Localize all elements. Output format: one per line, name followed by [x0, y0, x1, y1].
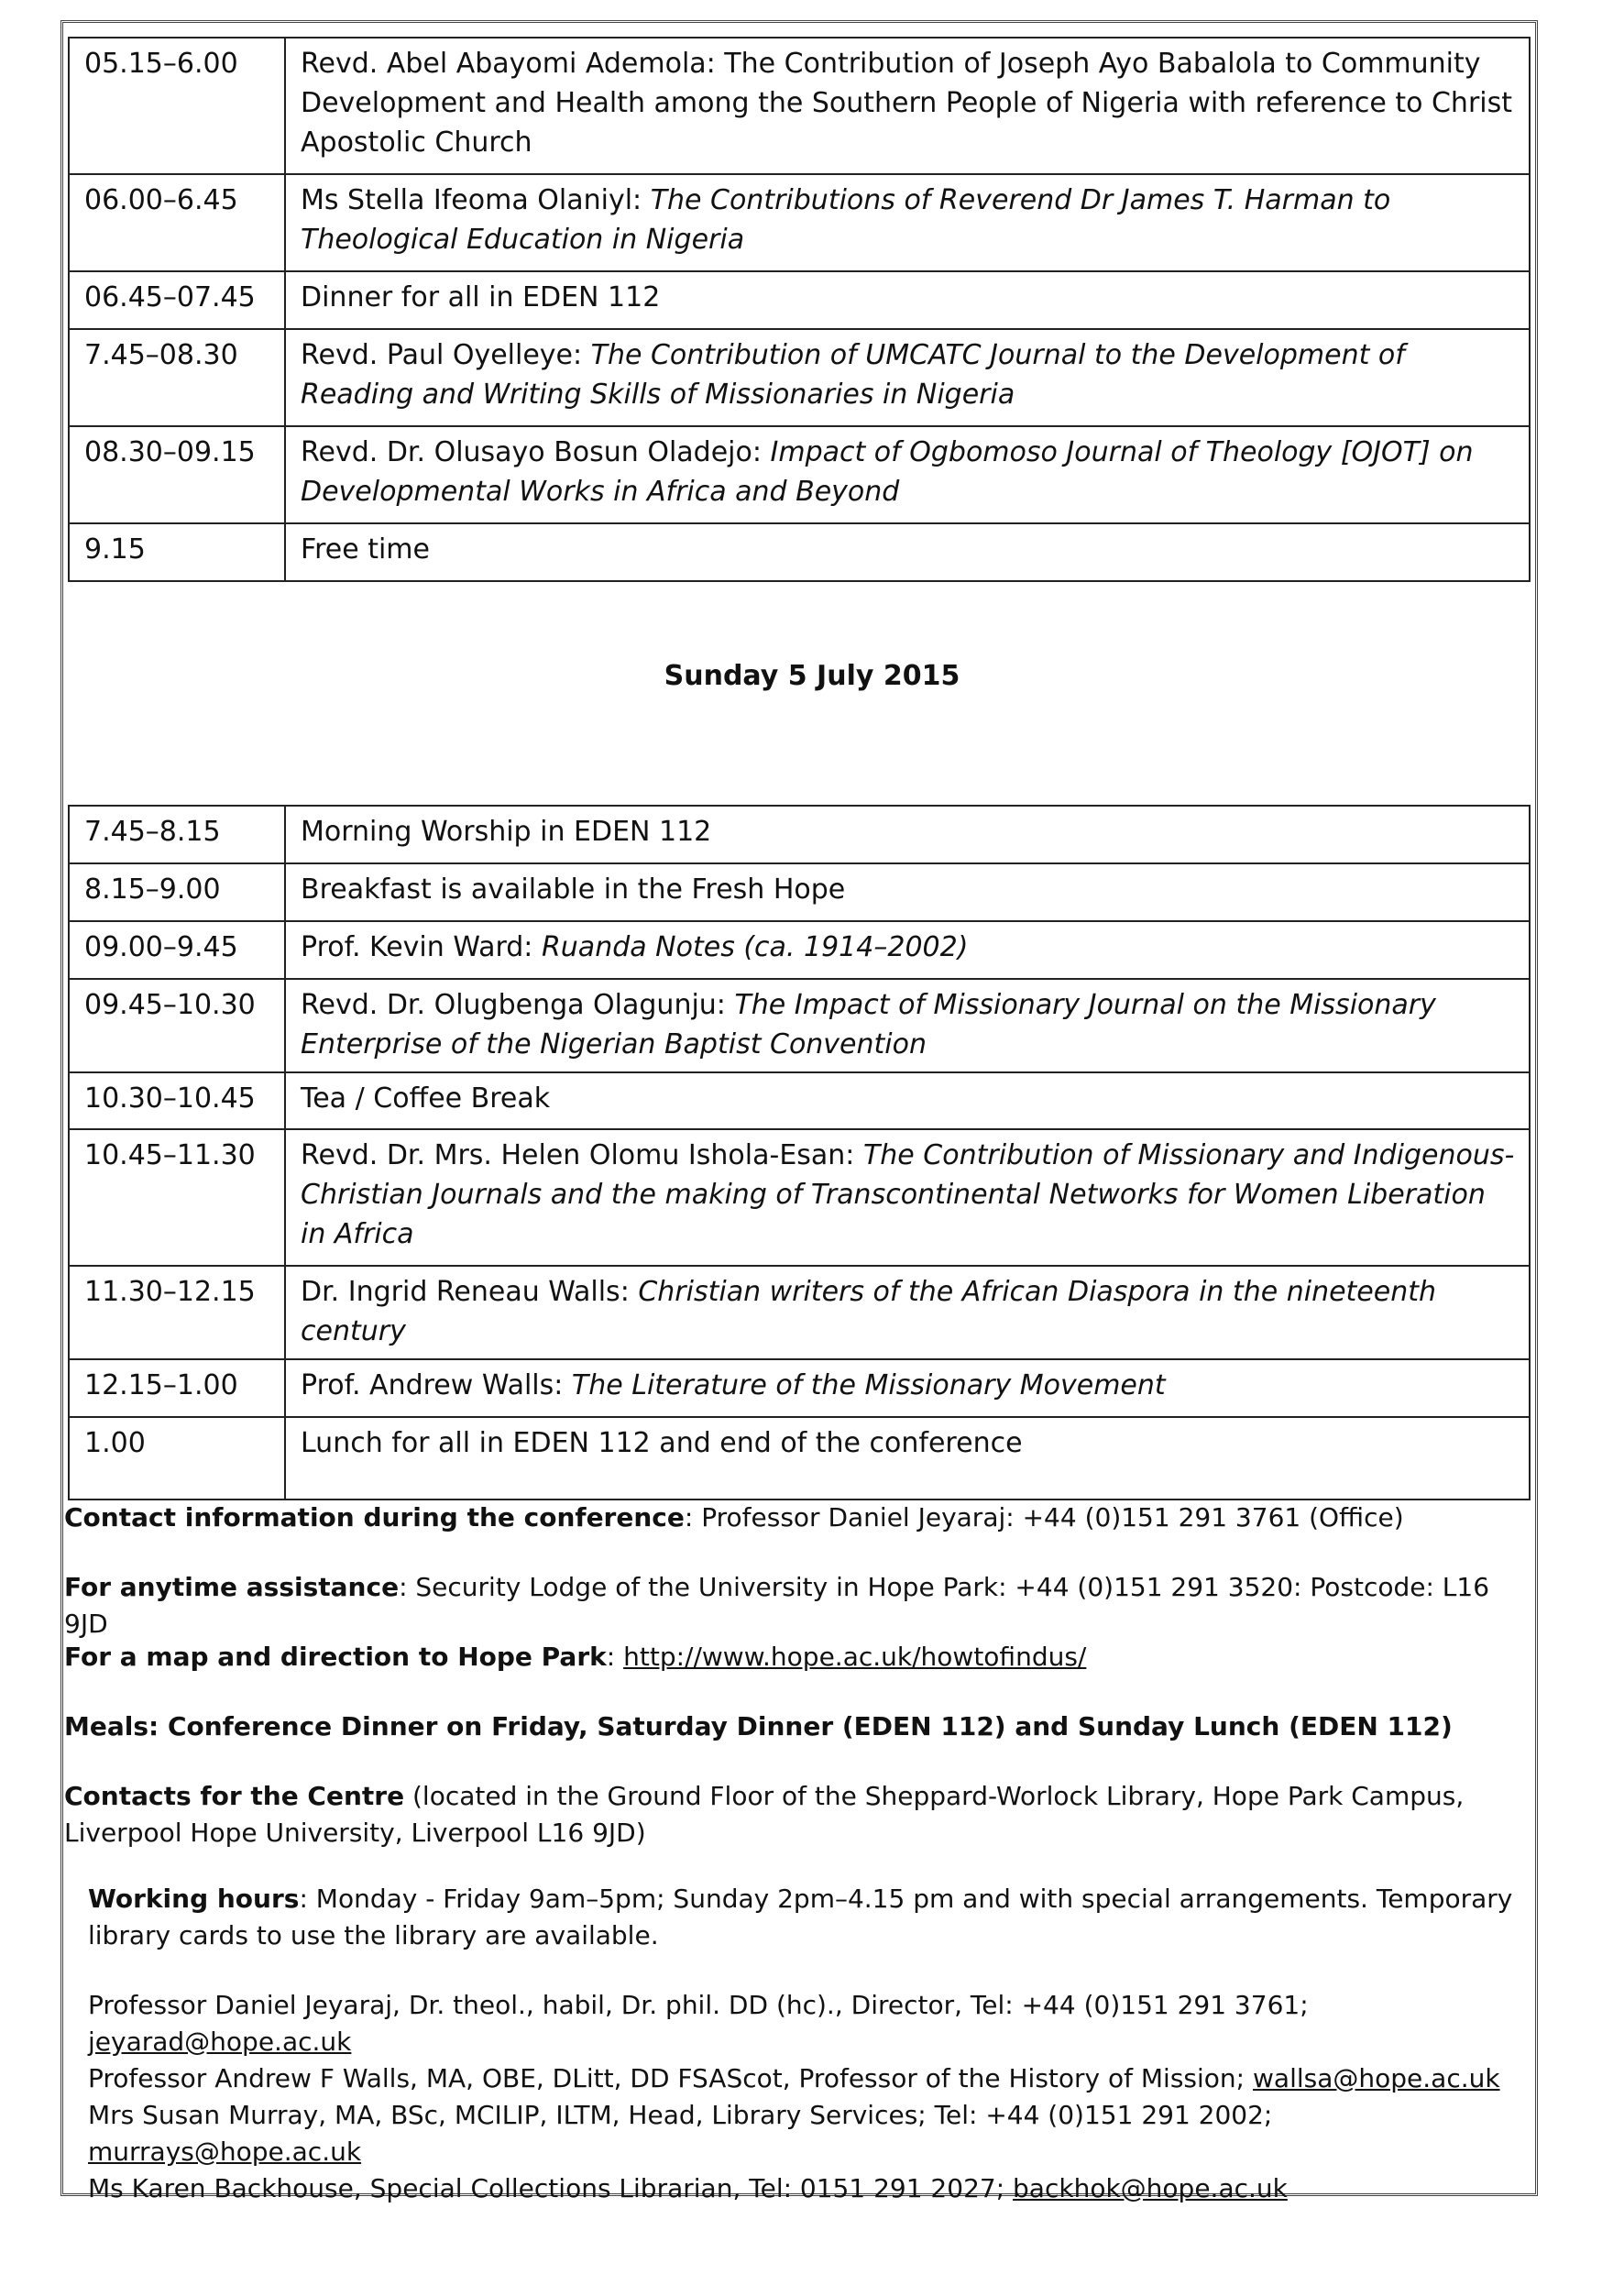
session-cell: [285, 863, 1530, 921]
time-cell: 06.00–6.45: [69, 174, 285, 271]
table-row: [69, 329, 1530, 426]
saturday-schedule-table: [68, 37, 1531, 582]
time-cell: 10.45–11.30: [69, 1129, 285, 1266]
session-cell: [285, 426, 1530, 523]
contact-label: Contact information during the conference: [64, 1502, 685, 1532]
assistance-line: [64, 1569, 1503, 1642]
session-cell: [285, 1266, 1530, 1359]
centre-label: Contacts for the Centre: [64, 1781, 405, 1811]
email-link[interactable]: jeyarad@hope.ac.uk: [88, 2027, 352, 2057]
table-row: [69, 1072, 1530, 1129]
table-row: [69, 1129, 1530, 1266]
map-separator: :: [606, 1642, 624, 1672]
session-speaker: Revd. Abel Abayomi Ademola: The Contribution of Joseph Ayo Babalola to Community Development and Health among the Southern People of Nigeria with reference to Christ Apostolic Church: [301, 48, 1513, 159]
table-row: [69, 979, 1530, 1072]
contact-text: : Professor Daniel Jeyaraj: +44 (0)151 291 3761 (Office): [684, 1502, 1404, 1532]
email-link[interactable]: murrays@hope.ac.uk: [88, 2137, 362, 2167]
session-cell: [285, 174, 1530, 271]
session-title: The Contributions of Reverend Dr James T. Harman to Theological Education in Nigeria: [301, 184, 1391, 256]
session-speaker: Morning Worship in EDEN 112: [301, 816, 712, 848]
time-cell: 12.15–1.00: [69, 1359, 285, 1417]
session-speaker: Dr. Ingrid Reneau Walls:: [301, 1276, 639, 1308]
time-cell: 10.30–10.45: [69, 1072, 285, 1129]
time-cell: 11.30–12.15: [69, 1266, 285, 1359]
centre-text: (located in the Ground Floor of the Sheppard-Worlock Library, Hope Park Campus, Liverpool Hope University, Liverpool L16 9JD): [64, 1781, 1465, 1848]
table-row: [69, 921, 1530, 979]
session-speaker: Tea / Coffee Break: [301, 1082, 551, 1115]
session-cell: [285, 523, 1530, 581]
assistance-label: For anytime assistance: [64, 1572, 400, 1602]
table-row: [69, 1417, 1530, 1500]
session-cell: [285, 806, 1530, 863]
time-cell: 7.45–08.30: [69, 329, 285, 426]
email-link[interactable]: backhok@hope.ac.uk: [1013, 2173, 1288, 2203]
session-speaker: Prof. Kevin Ward:: [301, 931, 542, 963]
session-title: The Literature of the Missionary Movement: [571, 1369, 1166, 1401]
session-cell: [285, 1129, 1530, 1266]
session-title: The Contribution of Missionary and Indigenous-Christian Journals and the making of Transcontinental Networks for Women Liberation in Africa: [301, 1139, 1515, 1250]
email-link[interactable]: wallsa@hope.ac.uk: [1253, 2063, 1500, 2093]
session-speaker: Lunch for all in EDEN 112 and end of the conference: [301, 1427, 1023, 1459]
session-speaker: Revd. Paul Oyelleye:: [301, 339, 591, 371]
meals-text: Meals: Conference Dinner on Friday, Saturday Dinner (EDEN 112) and Sunday Lunch (EDEN 112): [64, 1711, 1453, 1741]
session-cell: [285, 38, 1530, 174]
map-label: For a map and direction to Hope Park: [64, 1642, 607, 1672]
session-title: Christian writers of the African Diaspora in the nineteenth century: [301, 1276, 1437, 1347]
session-speaker: Dinner for all in EDEN 112: [301, 281, 661, 313]
session-speaker: Ms Stella Ifeoma Olaniyl:: [301, 184, 651, 216]
assistance-text: : Security Lodge of the University in Hope Park: +44 (0)151 291 3520: Postcode: L16 9JD: [64, 1572, 1490, 1639]
contact-entry: [88, 2097, 1518, 2170]
contact-text: Mrs Susan Murray, MA, BSc, MCILIP, ILTM, Head, Library Services; Tel: +44 (0)151 291 2002;: [88, 2100, 1273, 2130]
contact-text: Professor Andrew F Walls, MA, OBE, DLitt, DD FSAScot, Professor of the History of Mission;: [88, 2063, 1254, 2093]
session-cell: [285, 271, 1530, 329]
session-title: Impact of Ogbomoso Journal of Theology [OJOT] on Developmental Works in Africa and Beyond: [301, 436, 1474, 508]
table-row: [69, 426, 1530, 523]
session-cell: [285, 1417, 1530, 1500]
contact-text: Professor Daniel Jeyaraj, Dr. theol., habil, Dr. phil. DD (hc)., Director, Tel: +44 (0)151 291 3761;: [88, 1990, 1309, 2020]
time-cell: 09.45–10.30: [69, 979, 285, 1072]
sunday-schedule-table: [68, 805, 1531, 1500]
session-speaker: Free time: [301, 533, 430, 566]
working-hours-label: Working hours: [88, 1884, 300, 1914]
table-row: [69, 806, 1530, 863]
sunday-heading: Sunday 5 July 2015: [664, 660, 960, 692]
map-link[interactable]: http://www.hope.ac.uk/howtofindus/: [623, 1642, 1087, 1672]
table-row: [69, 1266, 1530, 1359]
session-speaker: Breakfast is available in the Fresh Hope: [301, 873, 846, 906]
contact-entry: [88, 2060, 1518, 2097]
table-row: [69, 523, 1530, 581]
time-cell: 8.15–9.00: [69, 863, 285, 921]
table-row: [69, 174, 1530, 271]
centre-line: [64, 1778, 1503, 1851]
working-hours: [88, 1881, 1518, 1954]
session-cell: [285, 329, 1530, 426]
session-title: The Contribution of UMCATC Journal to the Development of Reading and Writing Skills of Missionaries in Nigeria: [301, 339, 1405, 411]
time-cell: 9.15: [69, 523, 285, 581]
time-cell: 09.00–9.45: [69, 921, 285, 979]
map-line: [64, 1639, 1503, 1675]
table-row: [69, 271, 1530, 329]
session-speaker: Revd. Dr. Olusayo Bosun Oladejo:: [301, 436, 771, 468]
session-speaker: Revd. Dr. Olugbenga Olagunju:: [301, 989, 735, 1021]
time-cell: 08.30–09.15: [69, 426, 285, 523]
time-cell: 1.00: [69, 1417, 285, 1500]
contact-entry: [88, 1987, 1518, 2060]
meals-line: [64, 1708, 1503, 1745]
session-speaker: Prof. Andrew Walls:: [301, 1369, 572, 1401]
contact-info-line: [64, 1500, 1503, 1536]
contact-entry: [88, 2170, 1518, 2207]
table-row: [69, 863, 1530, 921]
table-row: [69, 38, 1530, 174]
table-row: [69, 1359, 1530, 1417]
session-cell: [285, 979, 1530, 1072]
session-cell: [285, 1072, 1530, 1129]
time-cell: 06.45–07.45: [69, 271, 285, 329]
session-cell: [285, 921, 1530, 979]
working-hours-text: : Monday - Friday 9am–5pm; Sunday 2pm–4.15 pm and with special arrangements. Temporary library cards to use the library are available.: [88, 1884, 1513, 1950]
time-cell: 05.15–6.00: [69, 38, 285, 174]
contact-text: Ms Karen Backhouse, Special Collections Librarian, Tel: 0151 291 2027;: [88, 2173, 1014, 2203]
time-cell: 7.45–8.15: [69, 806, 285, 863]
session-title: The Impact of Missionary Journal on the Missionary Enterprise of the Nigerian Baptist Convention: [301, 989, 1436, 1060]
session-speaker: Revd. Dr. Mrs. Helen Olomu Ishola-Esan:: [301, 1139, 863, 1171]
centre-details: [73, 1881, 1518, 2207]
session-cell: [285, 1359, 1530, 1417]
session-title: Ruanda Notes (ca. 1914–2002): [541, 931, 969, 963]
